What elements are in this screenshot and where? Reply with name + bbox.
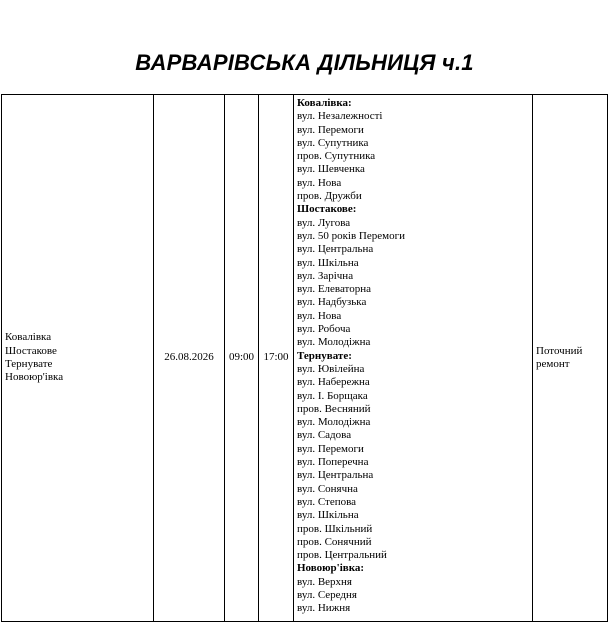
- street-item: вул. 50 років Перемоги: [297, 229, 405, 242]
- street-item: пров. Сонячний: [297, 535, 372, 548]
- street-item: вул. Нижня: [297, 602, 351, 615]
- street-item: вул. Степова: [297, 495, 357, 508]
- street-item: пров. Дружби: [297, 190, 362, 203]
- street-item: пров. Шкільний: [297, 522, 373, 535]
- outage-schedule-table: [1, 94, 608, 622]
- street-item: вул. Середня: [297, 588, 357, 601]
- start-time-cell: 09:00: [225, 95, 259, 622]
- reason-cell: [533, 95, 608, 622]
- street-item: вул. Нова: [297, 309, 342, 322]
- street-item: вул. Молодіжна: [297, 336, 371, 349]
- date-cell: 26.08.2026: [154, 95, 225, 622]
- settlement-name: Новоюр'івка: [5, 371, 64, 384]
- street-item: вул. Супутника: [297, 136, 369, 149]
- settlement-name: Ковалівка: [5, 331, 52, 344]
- street-item: пров. Весняний: [297, 402, 371, 415]
- street-item: вул. Ювілейна: [297, 362, 365, 375]
- street-item: вул. Елеваторна: [297, 283, 371, 296]
- village-heading: Тернувате:: [297, 349, 352, 362]
- street-item: вул. Незалежності: [297, 110, 383, 123]
- street-item: вул. Центральна: [297, 243, 374, 256]
- village-heading: Новоюр'івка:: [297, 562, 365, 575]
- street-item: пров. Центральний: [297, 549, 387, 562]
- village-heading: Шостакове:: [297, 203, 357, 216]
- street-item: вул. Зарічна: [297, 269, 354, 282]
- settlement-name: Тернувате: [5, 358, 53, 370]
- street-item: вул. Перемоги: [297, 442, 364, 455]
- page-title: ВАРВАРІВСЬКА ДІЛЬНИЦЯ ч.1: [135, 50, 474, 75]
- street-item: вул. Нова: [297, 176, 342, 189]
- street-item: пров. Супутника: [297, 150, 376, 163]
- street-item: вул. Поперечна: [297, 456, 369, 469]
- village-heading: Ковалівка:: [297, 97, 352, 109]
- streets-cell: [294, 95, 533, 622]
- street-item: вул. Лугова: [297, 216, 351, 229]
- end-time-cell: 17:00: [259, 95, 294, 622]
- settlements-cell: [2, 95, 154, 622]
- street-item: вул. Робоча: [297, 323, 351, 336]
- street-item: вул. І. Борщака: [297, 389, 368, 402]
- street-item: вул. Перемоги: [297, 123, 364, 136]
- street-item: вул. Шевченка: [297, 163, 365, 176]
- table-row: [2, 95, 608, 622]
- street-item: вул. Шкільна: [297, 256, 359, 269]
- street-item: вул. Садова: [297, 429, 352, 442]
- settlement-name: Шостакове: [5, 344, 57, 357]
- reason-text: ремонт: [536, 358, 570, 370]
- street-item: вул. Надбузька: [297, 296, 367, 309]
- street-item: вул. Набережна: [297, 376, 370, 389]
- street-item: вул. Центральна: [297, 469, 374, 482]
- reason-text: Поточний: [536, 344, 583, 357]
- street-item: вул. Сонячна: [297, 482, 358, 495]
- street-item: вул. Верхня: [297, 575, 352, 588]
- street-item: вул. Молодіжна: [297, 416, 371, 429]
- street-item: вул. Шкільна: [297, 509, 359, 522]
